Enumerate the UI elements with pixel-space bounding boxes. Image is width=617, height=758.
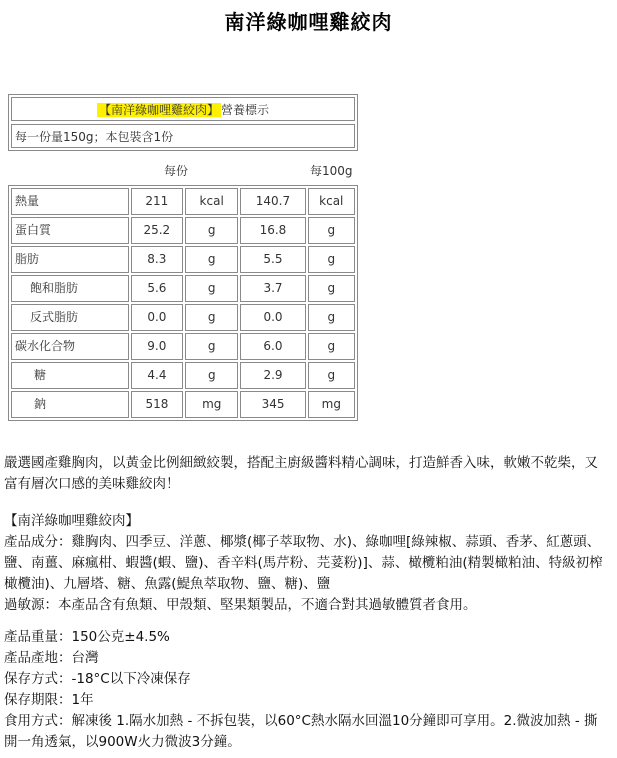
ingredients-section [4, 511, 609, 616]
label-product-name: 南洋綠咖哩雞絞肉 [110, 103, 207, 117]
per-serving-value: 0.0 [131, 304, 183, 331]
table-row [10, 216, 356, 245]
per-serving-unit: mg [185, 391, 238, 418]
per-100g-value: 6.0 [240, 333, 305, 360]
column-header-per-serving: 每份 [164, 164, 189, 178]
label-title-highlight [97, 103, 221, 117]
allergen-info: 過敏源：本產品含有魚類、甲殼類、堅果類製品，不適合對其過敏體質者食用。 [4, 597, 477, 613]
nutrient-name: 脂肪 [11, 246, 129, 273]
label-bracket-close: 】 [207, 103, 220, 117]
product-description [4, 453, 609, 495]
per-serving-value: 9.0 [131, 333, 183, 360]
label-suffix: 營養標示 [221, 103, 270, 117]
per-serving-value: 5.6 [131, 275, 183, 302]
table-row [10, 332, 356, 361]
nutrition-label-title [11, 97, 355, 121]
table-row [10, 245, 356, 274]
per-serving-unit: g [185, 333, 238, 360]
label-bracket-open: 【 [98, 103, 111, 117]
per-100g-value: 5.5 [240, 246, 305, 273]
per-serving-value: 25.2 [131, 217, 183, 244]
table-row [10, 274, 356, 303]
serving-info: 每一份量150g；本包裝含1份 [11, 124, 355, 148]
per-100g-unit: g [308, 246, 355, 273]
per-100g-value: 3.7 [240, 275, 305, 302]
product-specs [4, 627, 609, 753]
per-serving-unit: g [185, 246, 238, 273]
nutrient-name: 糖 [11, 362, 129, 389]
nutrient-name: 反式脂肪 [11, 304, 129, 331]
per-100g-unit: g [308, 275, 355, 302]
per-100g-value: 345 [240, 391, 305, 418]
nutrition-label-header [8, 94, 358, 151]
nutrition-table [8, 185, 358, 421]
per-serving-unit: g [185, 217, 238, 244]
per-100g-value: 2.9 [240, 362, 305, 389]
per-100g-unit: g [308, 362, 355, 389]
nutrient-name: 熱量 [11, 188, 129, 215]
spec-storage: 保存方式：-18°C以下冷凍保存 [4, 671, 191, 687]
per-100g-unit: g [308, 217, 355, 244]
table-row [10, 187, 356, 216]
per-serving-unit: g [185, 362, 238, 389]
table-row [10, 390, 356, 419]
spec-shelf-life: 保存期限：1年 [4, 692, 94, 708]
per-100g-unit: mg [308, 391, 355, 418]
nutrient-name: 蛋白質 [11, 217, 129, 244]
column-header-per-100g: 每100g [310, 164, 353, 178]
description-text: 嚴選國產雞胸肉，以黃金比例細緻絞製，搭配主廚級醬料精心調味，打造鮮香入味，軟嫩不乾柴，又富有層次口感的美味雞絞肉！ [4, 455, 598, 492]
per-serving-value: 211 [131, 188, 183, 215]
per-100g-unit: g [308, 304, 355, 331]
per-serving-unit: g [185, 304, 238, 331]
spec-origin: 產品產地：台灣 [4, 650, 99, 666]
nutrient-name: 碳水化合物 [11, 333, 129, 360]
per-100g-value: 16.8 [240, 217, 305, 244]
nutrient-name: 飽和脂肪 [11, 275, 129, 302]
per-serving-unit: kcal [185, 188, 238, 215]
per-100g-unit: g [308, 333, 355, 360]
ingredients-list: 產品成分：雞胸肉、四季豆、洋蔥、椰漿(椰子萃取物、水)、綠咖哩[綠辣椒、蒜頭、香茅、紅蔥頭、鹽、南薑、麻瘋柑、蝦醬(蝦、鹽)、香辛料(馬芹粉、芫荽粉)]、蒜、橄欖粕油(精製橄粕油、特級初榨橄欖油)、九層塔、糖、魚露(鯷魚萃取物、鹽、糖)、鹽 [4, 534, 603, 592]
page-title: 南洋綠咖哩雞絞肉 [224, 10, 393, 34]
per-100g-value: 140.7 [240, 188, 305, 215]
per-100g-unit: kcal [308, 188, 355, 215]
nutrient-name: 鈉 [11, 391, 129, 418]
per-serving-unit: g [185, 275, 238, 302]
table-row [10, 361, 356, 390]
per-serving-value: 8.3 [131, 246, 183, 273]
table-row [10, 303, 356, 332]
spec-weight: 產品重量：150公克±4.5% [4, 629, 170, 645]
spec-usage: 食用方式：解凍後 1.隔水加熱 - 不拆包裝，以60°C熱水隔水回溫10分鐘即可享用。2.微波加熱 - 撕開一角透氣，以900W火力微波3分鐘。 [4, 713, 598, 750]
per-serving-value: 518 [131, 391, 183, 418]
per-serving-value: 4.4 [131, 362, 183, 389]
ingredients-heading: 【南洋綠咖哩雞絞肉】 [4, 513, 139, 529]
per-100g-value: 0.0 [240, 304, 305, 331]
